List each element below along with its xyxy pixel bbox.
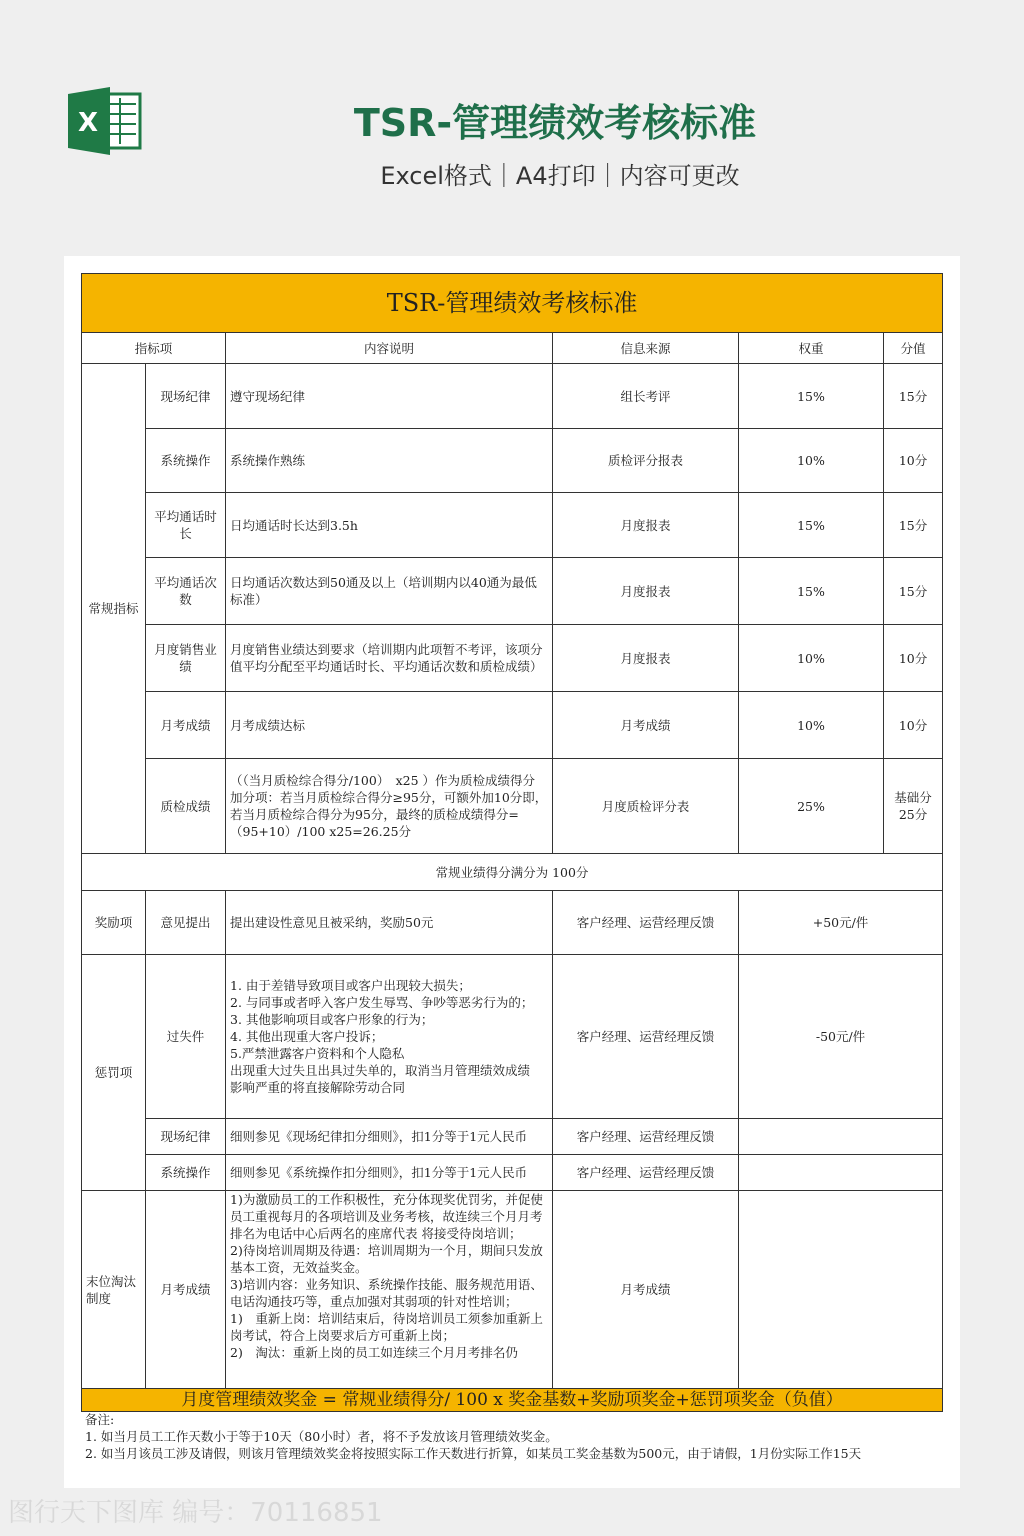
notes-line: 1. 如当月员工工作天数小于等于10天（80小时）者，将不予发放该月管理绩效奖金。 [85, 1429, 558, 1444]
page-title: TSR-管理绩效考核标准 [353, 101, 757, 145]
item-cell: 平均通话次数 [146, 558, 226, 625]
source-cell: 月考成绩 [553, 692, 739, 759]
notes [81, 1411, 942, 1466]
notes-line: 2. 如当月该员工涉及请假，则该月管理绩效奖金将按照实际工作天数进行折算，如某员工奖金基数为500元，由于请假，1月份实际工作15天 [85, 1446, 862, 1461]
group-regular: 常规指标 [82, 364, 146, 854]
group-penalty: 惩罚项 [82, 955, 146, 1191]
source-cell: 月度报表 [553, 625, 739, 692]
column-header: 信息来源 [553, 333, 739, 364]
item-cell: 过失件 [146, 955, 226, 1119]
value-cell: -50元/件 [739, 955, 943, 1119]
score-cell: 15分 [884, 364, 943, 429]
value-cell [739, 1155, 943, 1191]
desc-cell: 1. 由于差错导致项目或客户出现较大损失； 2. 与同事或者呼入客户发生辱骂、争吵等恶劣行为的； 3. 其他影响项目或客户形象的行为； 4. 其他出现重大客户投诉； 5.严禁泄露客户资料和个人隐私 出现重大过失且出具过失单的，取消当月管理绩效成绩 影响严重的将直接解除劳动合同 [226, 955, 553, 1119]
item-cell: 系统操作 [146, 429, 226, 493]
desc-cell: 细则参见《系统操作扣分细则》，扣1分等于1元人民币 [226, 1155, 553, 1191]
weight-cell: 10% [739, 692, 884, 759]
desc-cell: （（当月质检综合得分/100） x25 ）作为质检成绩得分 加分项：若当月质检综合得分≥95分，可额外加10分即，若当月质检综合得分为95分，最终的质检成绩得分=（95+10）/100 x25=26.25分 [226, 759, 553, 854]
desc-cell [226, 1191, 553, 1389]
item-cell: 系统操作 [146, 1155, 226, 1191]
column-header: 分值 [884, 333, 943, 364]
elimination-desc: 1)为激励员工的工作积极性，充分体现奖优罚劣，并促使员工重视每月的各项培训及业务考核，故连续三个月月考排名为电话中心后两名的座席代表 将接受待岗培训； 2)待岗培训周期及待遇：培训周期为一个月，期间只发放基本工资，无效益奖金。 3)培训内容：业务知识、系统操作技能、服务规范用语、电话沟通技巧等，重点加强对其弱项的针对性培训； 1) 重新上岗：培训结束后，待岗培训员工须参加重新上岗考试，符合上岗要求后方可重新上岗； 2) 淘汰：重新上岗的员工如连续三个月月考排名仍 [230, 1192, 543, 1360]
item-cell: 质检成绩 [146, 759, 226, 854]
source-cell: 客户经理、运营经理反馈 [553, 955, 739, 1119]
item-cell: 现场纪律 [146, 1119, 226, 1155]
desc-cell: 日均通话次数达到50通及以上（培训期内以40通为最低标准） [226, 558, 553, 625]
group-reward: 奖励项 [82, 891, 146, 955]
item-cell: 月度销售业绩 [146, 625, 226, 692]
desc-cell: 系统操作熟练 [226, 429, 553, 493]
value-cell: +50元/件 [739, 891, 943, 955]
weight-cell: 15% [739, 558, 884, 625]
score-cell: 基础分 25分 [884, 759, 943, 854]
regular-total: 常规业绩得分满分为 100分 [82, 854, 943, 891]
desc-cell: 遵守现场纪律 [226, 364, 553, 429]
desc-cell: 提出建设性意见且被采纳，奖励50元 [226, 891, 553, 955]
score-cell: 10分 [884, 692, 943, 759]
item-cell: 意见提出 [146, 891, 226, 955]
source-cell: 客户经理、运营经理反馈 [553, 891, 739, 955]
item-cell: 现场纪律 [146, 364, 226, 429]
score-cell: 10分 [884, 429, 943, 493]
source-cell: 客户经理、运营经理反馈 [553, 1155, 739, 1191]
source-cell: 质检评分报表 [553, 429, 739, 493]
score-cell: 10分 [884, 625, 943, 692]
item-cell: 月考成绩 [146, 692, 226, 759]
source-cell: 月度报表 [553, 493, 739, 558]
source-cell: 客户经理、运营经理反馈 [553, 1119, 739, 1155]
source-cell: 月度质检评分表 [553, 759, 739, 854]
sheet-title: TSR-管理绩效考核标准 [82, 274, 943, 333]
weight-cell: 10% [739, 625, 884, 692]
column-header: 指标项 [82, 333, 226, 364]
weight-cell: 15% [739, 364, 884, 429]
source-cell: 组长考评 [553, 364, 739, 429]
source-cell: 月考成绩 [553, 1191, 739, 1389]
group-elimination: 末位淘汰制度 [82, 1191, 146, 1389]
column-header: 内容说明 [226, 333, 553, 364]
bonus-formula: 月度管理绩效奖金 = 常规业绩得分/ 100 x 奖金基数+奖励项奖金+惩罚项奖金（负值） [82, 1389, 943, 1412]
desc-cell: 月考成绩达标 [226, 692, 553, 759]
value-cell [739, 1119, 943, 1155]
watermark: 图行天下图库 编号：70116851 [8, 1498, 383, 1528]
item-cell: 月考成绩 [146, 1191, 226, 1389]
item-cell: 平均通话时长 [146, 493, 226, 558]
weight-cell: 15% [739, 493, 884, 558]
weight-cell: 10% [739, 429, 884, 493]
value-cell [739, 1191, 943, 1389]
desc-cell: 月度销售业绩达到要求（培训期内此项暂不考评，该项分值平均分配至平均通话时长、平均通话次数和质检成绩） [226, 625, 553, 692]
spreadsheet-sheet [64, 256, 960, 1488]
desc-cell: 日均通话时长达到3.5h [226, 493, 553, 558]
score-cell: 15分 [884, 493, 943, 558]
score-cell: 15分 [884, 558, 943, 625]
svg-text:X: X [78, 108, 99, 138]
column-header: 权重 [739, 333, 884, 364]
notes-label: 备注: [85, 1412, 115, 1427]
desc-cell: 细则参见《现场纪律扣分细则》，扣1分等于1元人民币 [226, 1119, 553, 1155]
page-subtitle: Excel格式｜A4打印｜内容可更改 [380, 162, 740, 190]
assessment-table [81, 273, 943, 1412]
source-cell: 月度报表 [553, 558, 739, 625]
weight-cell: 25% [739, 759, 884, 854]
